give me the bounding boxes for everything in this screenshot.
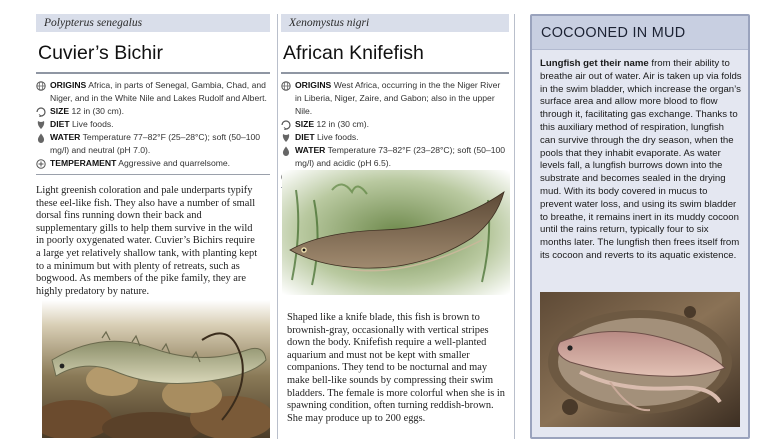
column-separator	[514, 14, 515, 439]
divider	[36, 72, 270, 74]
spec-text: Live foods.	[316, 132, 359, 142]
spec-label: DIET	[295, 132, 315, 142]
spec-label: SIZE	[295, 119, 315, 129]
spec-label: ORIGINS	[50, 80, 87, 90]
spec-text: Temperature 73–82°F (23–28°C); soft (50–100 mg/l) and acidic (pH 6.5).	[295, 145, 506, 168]
size-arrows-icon	[36, 107, 46, 117]
spec-diet	[36, 118, 270, 131]
spec-text: Aggressive and quarrelsome.	[118, 158, 231, 168]
spec-size	[36, 105, 270, 118]
spec-label: WATER	[295, 145, 326, 155]
bichir-photo	[42, 300, 270, 438]
temperament-icon	[36, 159, 46, 169]
bichir-entry	[36, 14, 270, 298]
spec-text: Temperature 77–82°F (25–28°C); soft (50–100 mg/l) and neutral (pH 7.0).	[50, 132, 261, 155]
spec-label: WATER	[50, 132, 81, 142]
knifefish-latin-name: Xenomystus nigri	[281, 14, 509, 32]
knifefish-description: Shaped like a knife blade, this fish is brown to brownish-gray, occasionally with vertical stripes down the body. Knifefish require a well-planted aquarium and must not be kept with smaller companions. They tend to be nocturnal and may make bell-like sounds by compressing their swim bladders. The female is more colorful when she is in spawning condition, often turning reddish-brown. She may produce up to 200 eggs.	[287, 312, 505, 424]
spec-text: 12 in (30 cm).	[316, 119, 370, 129]
knifefish-entry	[281, 14, 509, 424]
knifefish-specs	[281, 79, 509, 183]
diet-icon	[281, 133, 291, 143]
sidebar-lead: Lungfish get their name	[540, 58, 649, 69]
spec-origins	[36, 79, 270, 105]
spec-label: TEMPERAMENT	[50, 158, 117, 168]
sidebar-body: from their ability to breathe air out of water. Air is taken up via folds in the swim bladder, which increase the organ’s surface area and allow more blood to flow through it, facilitating gas exchange. Thanks to this auxiliary method of respiration, lungfish can survive through the dry season, when the pools that they inhabit evaporate. As water levels fall, a lungfish burrows down into the substrate and becomes sealed in the drying mud. With its body covered in mucus to prevent water loss, and using its swim bladder to breathe, it remains inert in its muddy cocoon until the rains return, typically four to six months later. The lungfish then frees itself from its cocoon and reverts to its aquatic existence.	[540, 58, 742, 261]
spec-text: Live foods.	[71, 119, 114, 129]
knifefish-title: African Knifefish	[283, 42, 424, 64]
spec-label: ORIGINS	[295, 80, 332, 90]
bichir-latin-name: Polypterus senegalus	[36, 14, 270, 32]
spec-diet	[281, 131, 509, 144]
knifefish-photo	[282, 170, 510, 295]
spec-temperament	[36, 157, 270, 170]
spec-water	[281, 144, 509, 170]
water-drop-icon	[281, 146, 291, 156]
spec-water	[36, 131, 270, 157]
bichir-title: Cuvier’s Bichir	[38, 42, 163, 64]
spec-text: Africa, in parts of Senegal, Gambia, Chad, and Niger, and in the White Nile and Lakes Rudolf and Albert.	[50, 80, 267, 103]
divider	[36, 174, 270, 175]
globe-icon	[281, 81, 291, 91]
size-arrows-icon	[281, 120, 291, 130]
spec-label: DIET	[50, 119, 70, 129]
spec-origins	[281, 79, 509, 118]
lungfish-photo	[540, 292, 740, 427]
sidebar-heading: COCOONED IN MUD	[532, 16, 748, 50]
column-separator	[277, 14, 278, 439]
spec-text: 12 in (30 cm).	[71, 106, 125, 116]
globe-icon	[36, 81, 46, 91]
water-drop-icon	[36, 133, 46, 143]
bichir-description: Light greenish coloration and pale underparts typify these eel-like fish. They also have a number of small dorsal fins running down their back and supplementary gills to help them survive in the wild in poorly oxygenated water. Cuvier’s Bichirs require a large yet relatively shallow tank, with planting kept to a minimum but with plenty of retreats, such as bogwood. As members of the pike family, they are highly predatory by nature.	[36, 185, 258, 297]
diet-icon	[36, 120, 46, 130]
sidebar-text	[540, 58, 742, 263]
spec-size	[281, 118, 509, 131]
spec-label: SIZE	[50, 106, 70, 116]
divider	[281, 72, 509, 74]
spec-text: West Africa, occurring in the the Niger River in Liberia, Niger, Zaire, and Gabon; also in the upper Nile.	[295, 80, 501, 116]
bichir-specs	[36, 79, 270, 170]
